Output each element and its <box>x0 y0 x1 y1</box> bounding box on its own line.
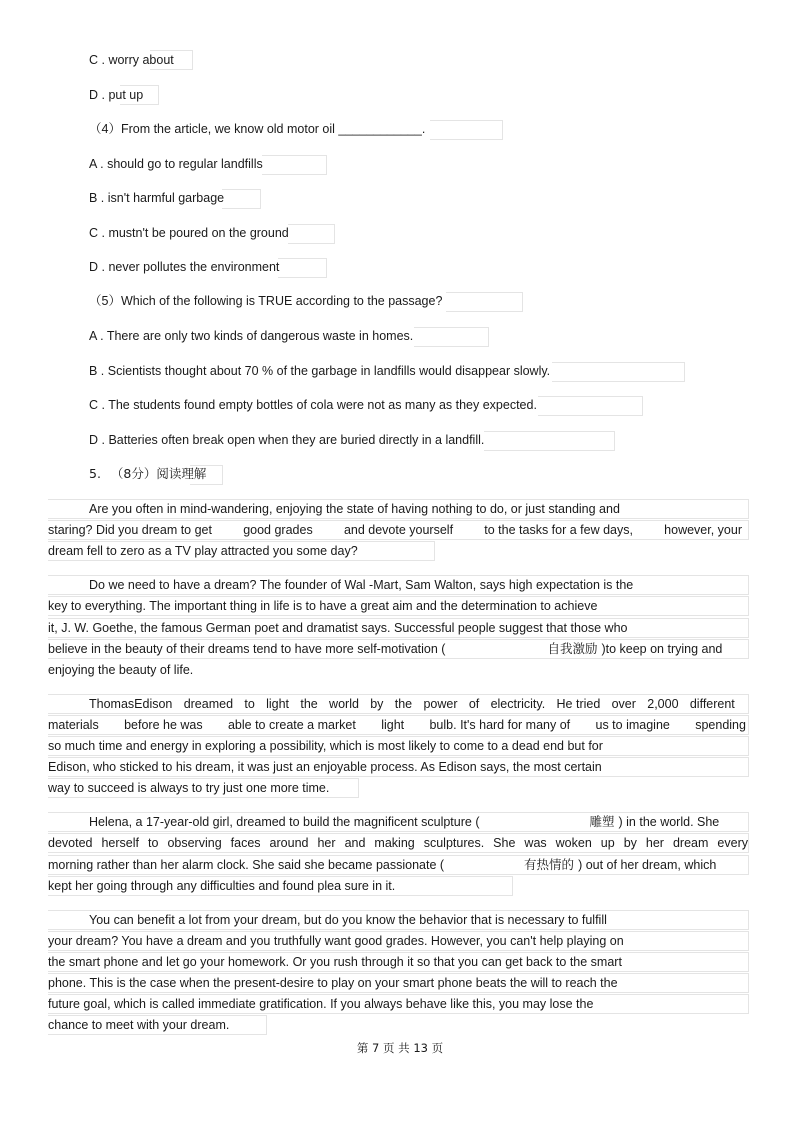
answer-box <box>262 155 327 175</box>
page-number: 第 7 页 共 13 页 <box>356 1041 444 1055</box>
p3-line5: way to succeed is always to try just one more time. <box>48 781 330 795</box>
p2-line5: enjoying the beauty of life. <box>48 663 194 677</box>
question-5-option-b: B . Scientists thought about 70 % of the garbage in landfills would disappear slowly. <box>89 364 551 378</box>
answer-box <box>552 362 685 382</box>
section-number: 5. <box>89 466 101 481</box>
answer-box <box>430 120 503 140</box>
answer-box <box>484 431 615 451</box>
question-4-option-c: C . mustn't be poured on the ground <box>89 226 289 240</box>
p5-line3: the smart phone and let go your homework. Or you rush through it so that you can get back to the smart <box>48 955 622 969</box>
question-4-stem: （4）From the article, we know old motor oil ____________. <box>89 122 426 136</box>
p5-line5: future goal, which is called immediate gratification. If you always behave like this, you may lose the <box>48 997 594 1011</box>
p4-line2: devoted herself to observing faces around her and making sculptures. She was woken up by her dream every <box>48 836 748 850</box>
answer-box <box>414 327 489 347</box>
p5-line2: your dream? You have a dream and you truthfully want good grades. However, you can't help playing on <box>48 934 624 948</box>
question-5-stem: （5）Which of the following is TRUE according to the passage? <box>89 294 443 308</box>
p3-line2: materials before he was able to create a market light bulb. It's hard for many of us to imagine spending <box>48 718 746 732</box>
p3-line4: Edison, who sticked to his dream, it was just an enjoyable process. As Edison says, the most certain <box>48 760 602 774</box>
p5-line6: chance to meet with your dream. <box>48 1018 230 1032</box>
p5-line4: phone. This is the case when the present-desire to play on your smart phone beats the will to reach the <box>48 976 618 990</box>
p3-line1: ThomasEdison dreamed to light the world by the power of electricity. He tried over 2,000 different <box>89 697 735 711</box>
answer-box <box>538 396 643 416</box>
p2-line1: Do we need to have a dream? The founder of Wal -Mart, Sam Walton, says high expectation is the <box>89 578 634 592</box>
p4-line4: kept her going through any difficulties and found plea sure in it. <box>48 879 396 893</box>
p4-line1: Helena, a 17-year-old girl, dreamed to build the magnificent sculpture ( 雕塑 ) in the world. She <box>89 814 720 829</box>
p5-line1: You can benefit a lot from your dream, but do you know the behavior that is necessary to fulfill <box>89 913 607 927</box>
p4-line3: morning rather than her alarm clock. She said she became passionate ( 有热情的 ) out of her dream, which <box>48 857 717 872</box>
p2-line4: believe in the beauty of their dreams tend to have more self-motivation ( 自我激励 )to keep on trying and <box>48 641 723 656</box>
question-5-option-d: D . Batteries often break open when they are buried directly in a landfill. <box>89 433 485 447</box>
question-4-option-a: A . should go to regular landfills <box>89 157 263 171</box>
section-title: （8分）阅读理解 <box>110 466 207 481</box>
answer-box <box>278 258 327 278</box>
p1-line1: Are you often in mind-wandering, enjoying the state of having nothing to do, or just standing and <box>89 502 620 516</box>
option-d: D . put up <box>89 88 144 102</box>
p2-line3: it, J. W. Goethe, the famous German poet and dramatist says. Successful people suggest that those who <box>48 621 628 635</box>
answer-box <box>222 189 261 209</box>
question-5-option-a: A . There are only two kinds of dangerous waste in homes. <box>89 329 414 343</box>
p3-line3: so much time and energy in exploring a possibility, which is most likely to come to a dead end but for <box>48 739 603 753</box>
p1-line3: dream fell to zero as a TV play attracted you some day? <box>48 544 358 558</box>
answer-box <box>288 224 335 244</box>
section-heading <box>89 465 206 483</box>
answer-box <box>446 292 523 312</box>
option-c: C . worry about <box>89 53 174 67</box>
p2-line2: key to everything. The important thing in life is to have a great aim and the determination to achieve <box>48 599 598 613</box>
question-4-option-b: B . isn't harmful garbage <box>89 191 225 205</box>
question-4-option-d: D . never pollutes the environment <box>89 260 280 274</box>
p1-line2: staring? Did you dream to get good grades and devote yourself to the tasks for a few days, however, your <box>48 523 742 537</box>
question-5-option-c: C . The students found empty bottles of cola were not as many as they expected. <box>89 398 537 412</box>
